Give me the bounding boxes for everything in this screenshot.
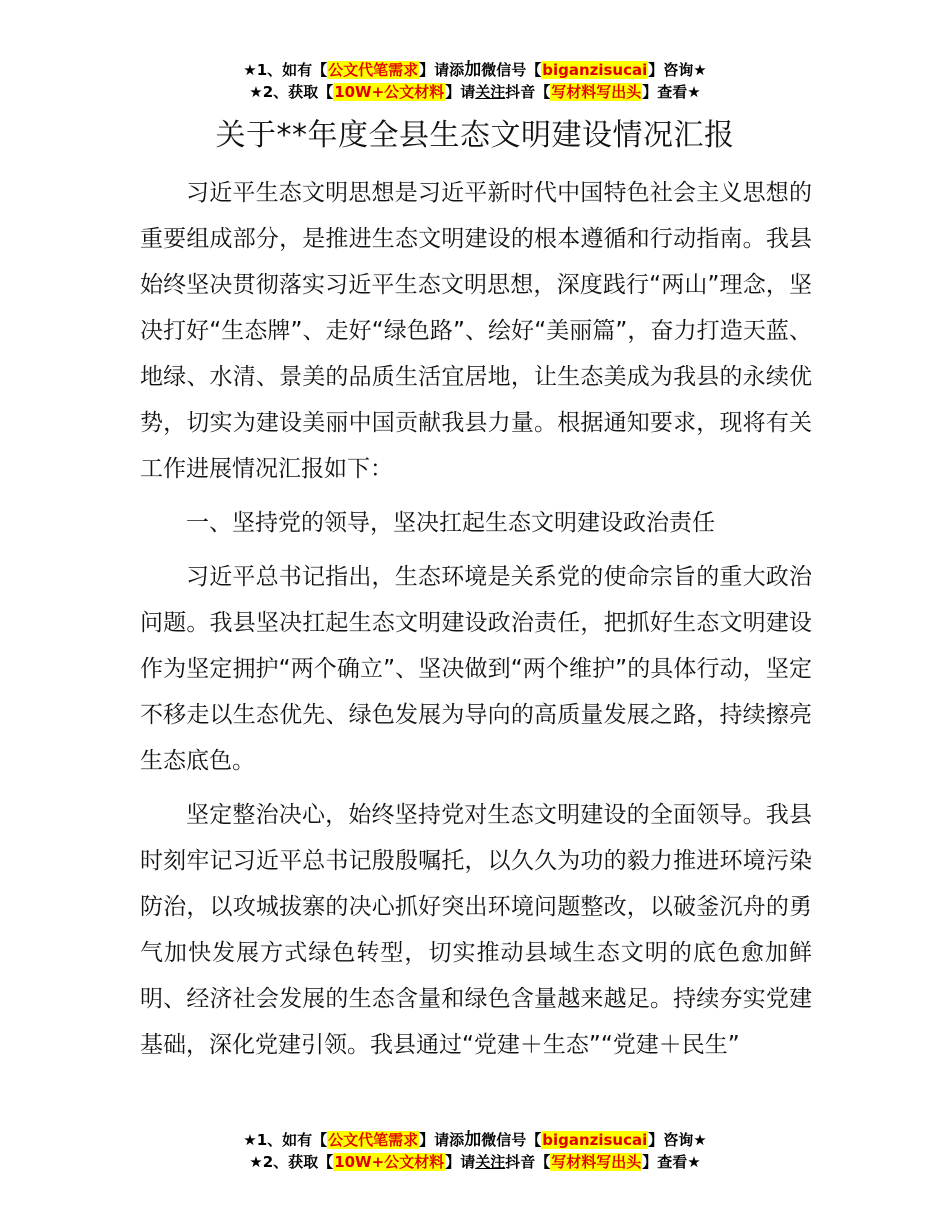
banner-highlight: 公文代笔需求 <box>328 1131 419 1149</box>
banner-text: 抖音【 <box>505 1153 551 1171</box>
banner-highlight: 10W+公文材料 <box>334 1153 445 1171</box>
banner-text: 抖音【 <box>505 83 551 101</box>
banner-highlight: 10W+公文材料 <box>334 83 445 101</box>
header-banner-line-2 <box>0 81 950 103</box>
banner-text: ★1、如有【 <box>243 61 328 79</box>
banner-text: ★1、如有【 <box>243 1131 328 1149</box>
banner-highlight: 公文代笔需求 <box>328 61 419 79</box>
footer-banner-line-2 <box>0 1151 950 1173</box>
body-paragraph: 习近平生态文明思想是习近平新时代中国特色社会主义思想的重要组成部分，是推进生态文明建设的根本遵循和行动指南。我县始终坚决贯彻落实习近平生态文明思想，深度践行“两山”理念，坚决打好“生态牌”、走好“绿色路”、绘好“美丽篇”，奋力打造天蓝、地绿、水清、景美的品质生活宜居地，让生态美成为我县的永续优势，切实为建设美丽中国贡献我县力量。根据通知要求，现将有关工作进展情况汇报如下： <box>140 180 812 482</box>
banner-text: 关注 <box>475 1153 506 1171</box>
header-banner <box>0 59 950 103</box>
body-paragraph: 习近平总书记指出，生态环境是关系党的使命宗旨的重大政治问题。我县坚决扛起生态文明建设政治责任，把抓好生态文明建设作为坚定拥护“两个确立”、坚决做到“两个维护”的具体行动，坚定不移走以生态优先、绿色发展为导向的高质量发展之路，持续擦亮生态底色。 <box>140 564 812 774</box>
banner-highlight: biganzisucai <box>542 61 648 79</box>
banner-text: 】请 <box>445 83 476 101</box>
banner-text: 微信号【 <box>481 61 542 79</box>
banner-text: 】请添 <box>419 61 465 79</box>
document-body <box>140 170 812 1068</box>
banner-text: 加 <box>464 1130 482 1150</box>
banner-text: 】请 <box>445 1153 476 1171</box>
banner-highlight: 写材料写出头 <box>551 1153 642 1171</box>
header-banner-line-1 <box>0 59 950 81</box>
banner-text: ★2、获取【 <box>249 83 334 101</box>
banner-highlight: 写材料写出头 <box>551 83 642 101</box>
banner-text: 】请添 <box>419 1131 465 1149</box>
banner-text: ★2、获取【 <box>249 1153 334 1171</box>
body-paragraph: 坚定整治决心，始终坚持党对生态文明建设的全面领导。我县时刻牢记习近平总书记殷殷嘱托，以久久为功的毅力推进环境污染防治，以攻城拔寨的决心抓好突出环境问题整改，以破釜沉舟的勇气加快发展方式绿色转型，切实推动县域生态文明的底色愈加鲜明、经济社会发展的生态含量和绿色含量越来越足。持续夯实党建基础，深化党建引领。我县通过“党建＋生态”“党建＋民生” <box>140 802 812 1058</box>
banner-highlight: biganzisucai <box>542 1131 648 1149</box>
banner-text: 】咨询★ <box>648 61 707 79</box>
banner-text: 微信号【 <box>481 1131 542 1149</box>
banner-text: 加 <box>464 60 482 80</box>
document-title: 关于**年度全县生态文明建设情况汇报 <box>215 118 735 153</box>
banner-text: 】咨询★ <box>648 1131 707 1149</box>
banner-text: 】查看★ <box>642 1153 701 1171</box>
banner-text: 关注 <box>475 83 506 101</box>
banner-text: 】查看★ <box>642 83 701 101</box>
section-heading: 一、坚持党的领导，坚决扛起生态文明建设政治责任 <box>186 510 715 536</box>
footer-banner-line-1 <box>0 1129 950 1151</box>
footer-banner <box>0 1129 950 1173</box>
